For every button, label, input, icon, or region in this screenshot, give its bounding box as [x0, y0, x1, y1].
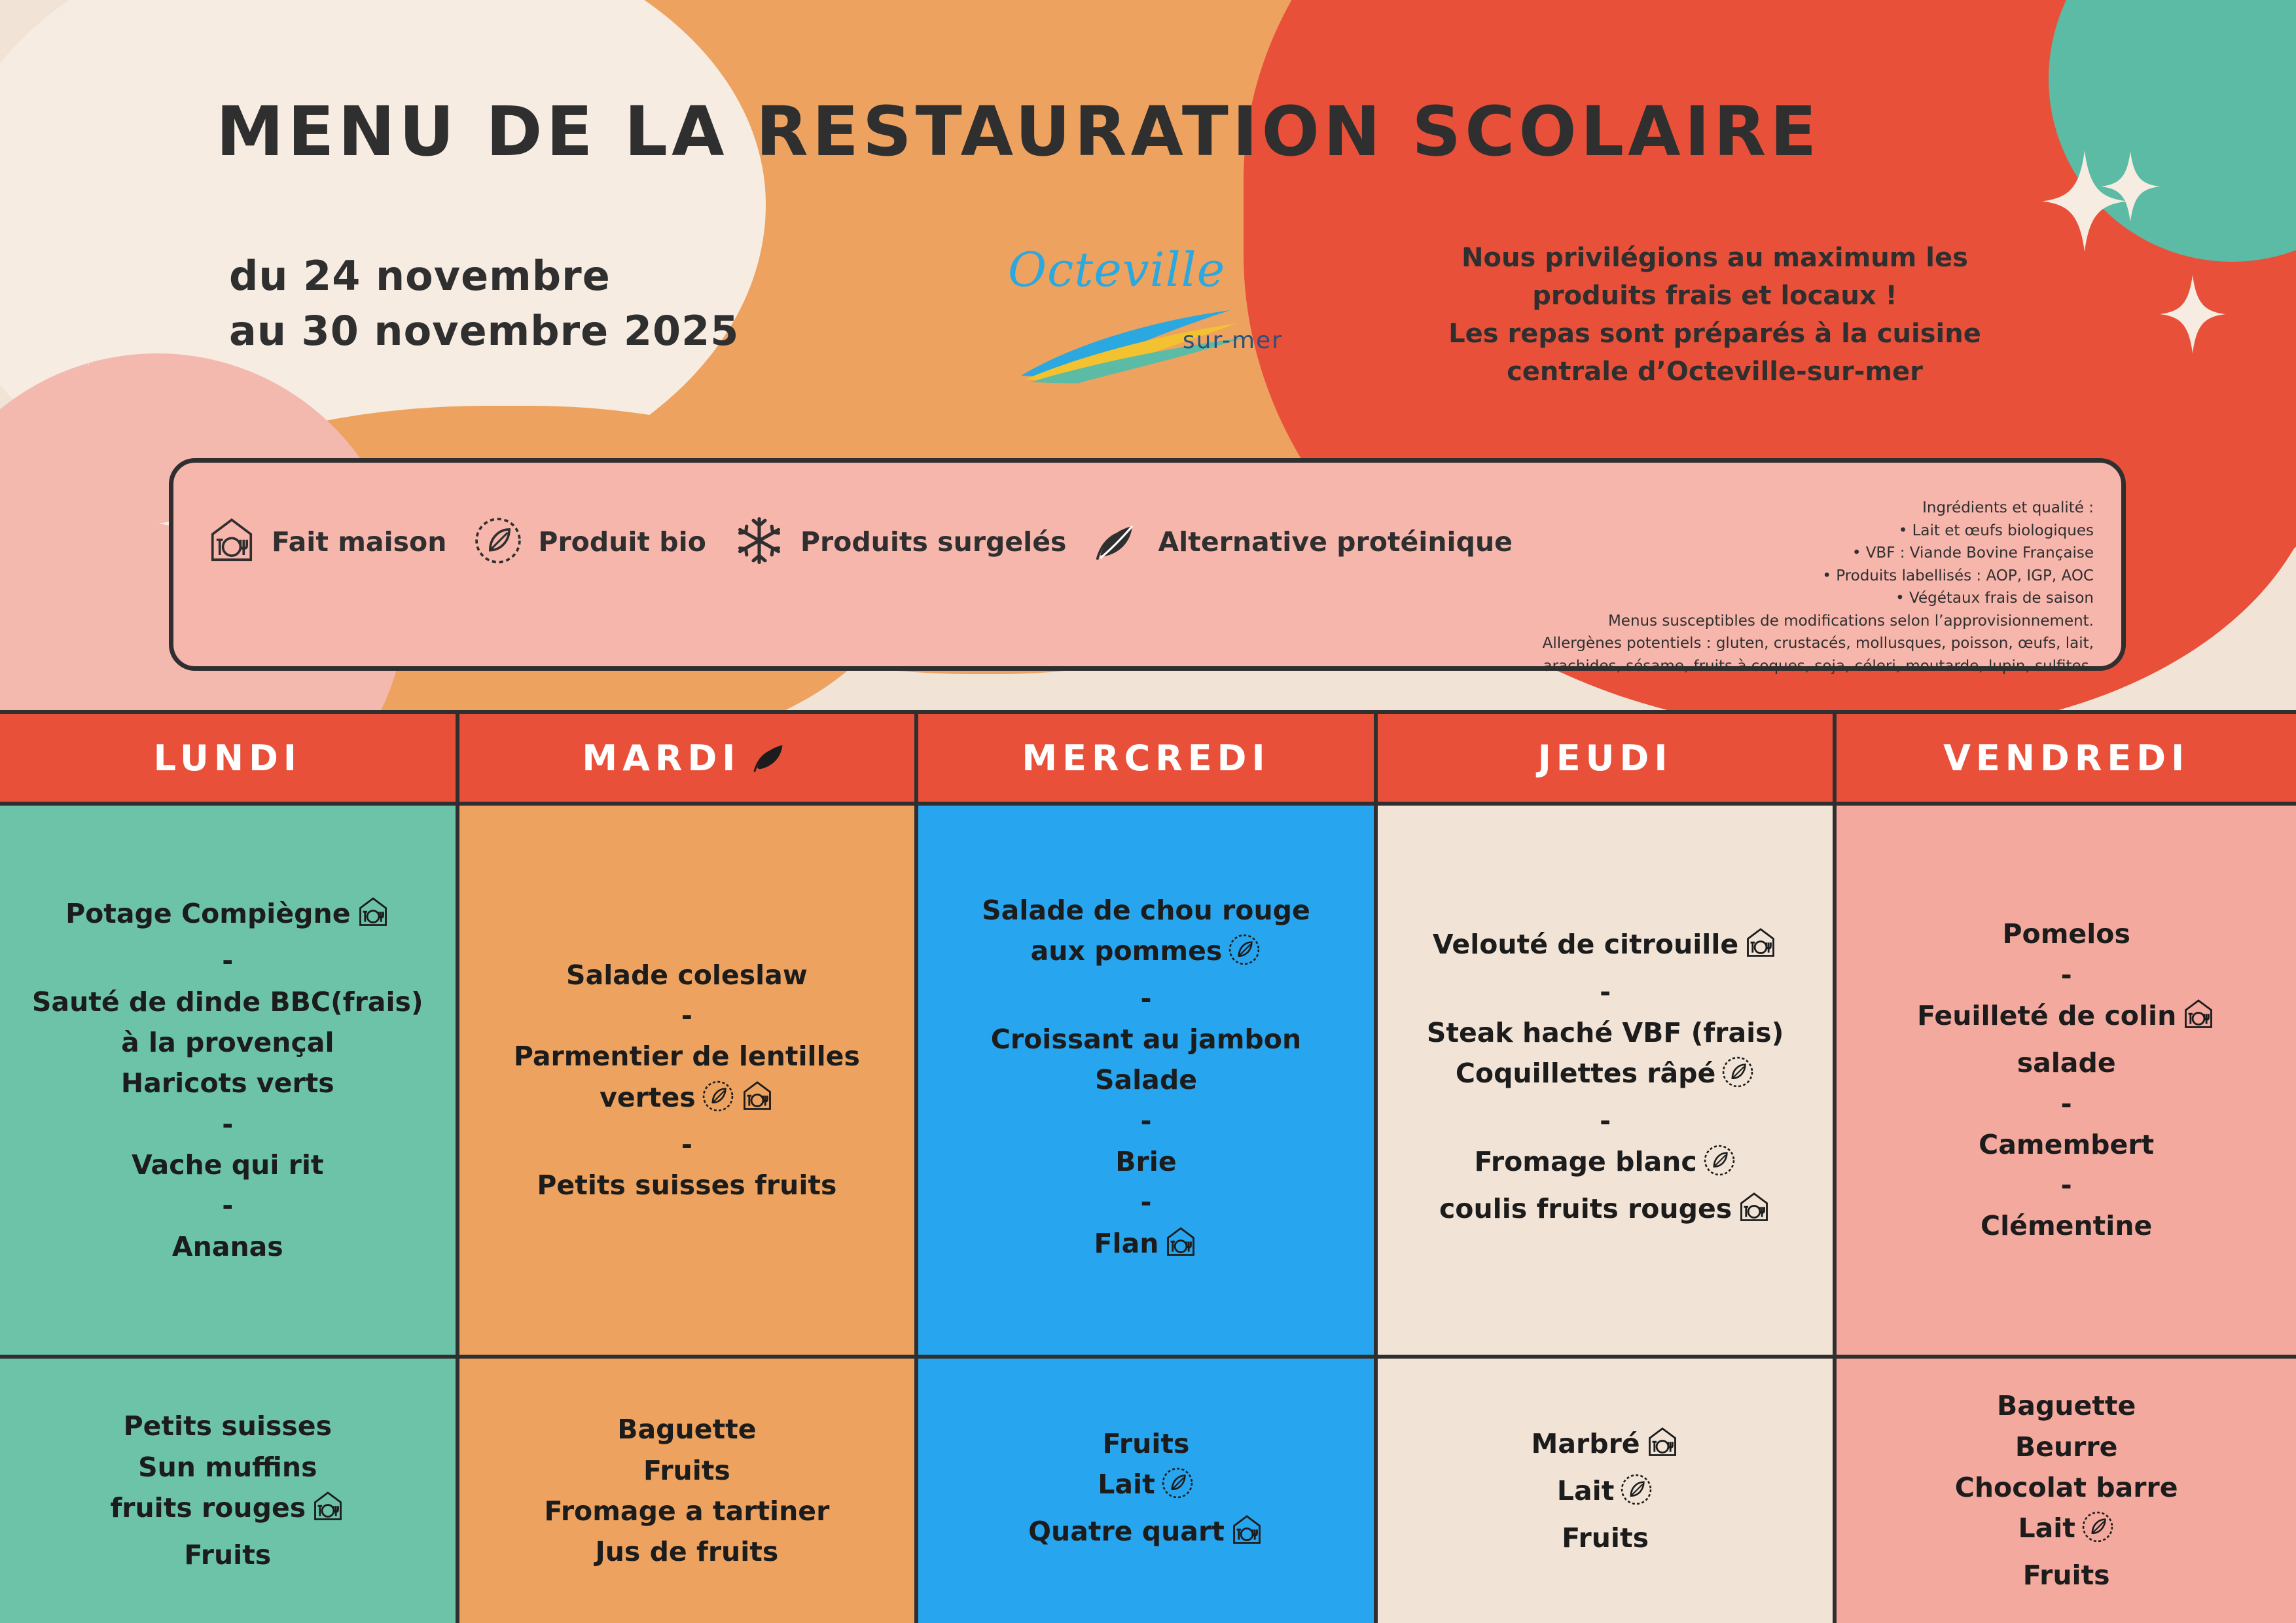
day-header-jeudi: [1378, 714, 1833, 806]
menu-line-text: Sun muffins: [138, 1451, 317, 1483]
alternative-proteinique-icon: [1092, 515, 1143, 569]
menu-line: [32, 1022, 423, 1063]
legend-item-fait-maison: [206, 515, 446, 569]
menu-line: [1427, 1053, 1784, 1100]
legend-notes: [1505, 497, 2094, 677]
legend-label: Fait maison: [272, 526, 447, 558]
legend-note: arachides, sésame, fruits à coques, soja, céleri, moutarde, lupin, sulfites.: [1543, 657, 2094, 675]
produit-bio-icon: [701, 1079, 735, 1124]
day-name: JEUDI: [1537, 737, 1673, 779]
snack-cell: [918, 1359, 1374, 1623]
legend-panel: [169, 458, 2126, 675]
menu-line: [32, 1185, 423, 1226]
menu-line-text: Fruits: [2022, 1560, 2110, 1592]
menu-line: [1427, 1012, 1784, 1053]
menu-line-text: Fruits: [1562, 1522, 1649, 1554]
alternative-proteinique-icon: [751, 736, 791, 779]
day-header-mardi: [459, 714, 915, 806]
lunch-cell: [1837, 806, 2296, 1359]
lunch-menu-lines: [1427, 924, 1784, 1236]
menu-line-text: Baguette: [617, 1414, 757, 1446]
intro-line: produits frais et locaux !: [1532, 281, 1897, 311]
menu-line: [514, 1036, 860, 1077]
menu-line-text: -: [222, 945, 234, 977]
menu-line-text: salade: [2017, 1047, 2116, 1079]
intro-line: Nous privilégions au maximum les: [1462, 243, 1968, 273]
menu-line-text: Brie: [1115, 1145, 1177, 1177]
snack-cell: [1378, 1359, 1833, 1623]
menu-line: [514, 1165, 860, 1205]
menu-line-text: Petits suisses fruits: [537, 1169, 837, 1202]
menu-line-text: Lait: [1556, 1474, 1615, 1507]
menu-line-text: Salade: [1094, 1064, 1198, 1096]
menu-line: [1917, 995, 2215, 1043]
legend-item-surgele: [732, 514, 1067, 570]
menu-line-text: Lait: [1098, 1468, 1155, 1500]
menu-line: [544, 1491, 829, 1531]
menu-line: [1917, 1205, 2215, 1246]
menu-line: [544, 1450, 829, 1491]
menu-line: [32, 1063, 423, 1103]
menu-line-text: -: [222, 1190, 234, 1222]
menu-line-text: -: [222, 1108, 234, 1140]
menu-line-text: Lait: [2018, 1512, 2075, 1544]
menu-line-text: Parmentier de lentilles: [513, 1041, 860, 1073]
fait-maison-icon: [1645, 1425, 1679, 1471]
menu-line: [32, 1104, 423, 1145]
menu-line-text: Haricots verts: [120, 1067, 334, 1099]
menu-line: [1427, 1141, 1784, 1188]
menu-line: [982, 1182, 1310, 1222]
menu-line-text: -: [2060, 1088, 2072, 1120]
menu-line-text: Fromage blanc: [1474, 1145, 1697, 1177]
menu-line: [982, 931, 1310, 978]
menu-line-text: -: [1600, 976, 1611, 1008]
menu-line: [982, 978, 1310, 1019]
menu-line: [1955, 1427, 2178, 1467]
day-name: VENDREDI: [1943, 737, 2190, 779]
legend-item-list: [206, 514, 1513, 570]
day-header-mercredi: [918, 714, 1374, 806]
legend-note: Allergènes potentiels : gluten, crustacés, mollusques, poisson, œufs, lait,: [1542, 635, 2094, 652]
lunch-menu-lines: [982, 890, 1310, 1270]
legend-label: Produit bio: [538, 526, 706, 558]
menu-line: [514, 955, 860, 995]
menu-line-text: Feuilleté de colin: [1917, 999, 2177, 1031]
menu-line: [544, 1409, 829, 1450]
menu-line: [32, 1226, 423, 1267]
menu-line-text: -: [1140, 982, 1152, 1014]
menu-line: [982, 1223, 1310, 1270]
snack-cell: [459, 1359, 915, 1623]
menu-line-text: -: [2060, 959, 2072, 991]
menu-line-text: aux pommes: [1030, 935, 1223, 967]
menu-line: [1917, 1084, 2215, 1124]
menu-line: [32, 893, 423, 940]
menu-line: [1917, 955, 2215, 995]
snack-menu-lines: [1028, 1423, 1264, 1559]
menu-column-mardi: [459, 714, 919, 1623]
menu-line: [982, 1060, 1310, 1100]
menu-column-jeudi: [1378, 714, 1837, 1623]
produit-bio-icon: [1227, 933, 1261, 978]
snack-menu-lines: [1955, 1385, 2178, 1596]
fait-maison-icon: [2181, 997, 2215, 1043]
produit-bio-icon: [1721, 1055, 1755, 1100]
menu-line: [110, 1406, 345, 1446]
menu-line-text: Salade coleslaw: [566, 959, 808, 991]
legend-note: • Produits labellisés : AOP, IGP, AOC: [1822, 567, 2094, 584]
menu-line: [1917, 1165, 2215, 1205]
intro-line: Les repas sont préparés à la cuisine: [1448, 319, 1981, 349]
page-title: MENU DE LA RESTAURATION SCOLAIRE: [216, 92, 1821, 171]
menu-line-text: Potage Compiègne: [65, 898, 351, 930]
menu-line-text: Salade de chou rouge: [982, 895, 1310, 927]
menu-line: [1955, 1467, 2178, 1508]
menu-line: [1427, 924, 1784, 971]
menu-line: [1917, 1043, 2215, 1083]
fait-maison-icon: [740, 1079, 774, 1124]
menu-line-text: -: [1600, 1105, 1611, 1137]
lunch-menu-lines: [1917, 914, 2215, 1247]
day-header-lundi: [0, 714, 456, 806]
menu-line: [1955, 1555, 2178, 1596]
legend-item-produit-bio: [473, 515, 706, 569]
menu-line-text: Vache qui rit: [132, 1149, 324, 1181]
menu-line: [1427, 972, 1784, 1012]
menu-line-text: -: [1140, 1186, 1152, 1219]
page-header: [0, 0, 2296, 458]
menu-column-lundi: [0, 714, 459, 1623]
date-range: [229, 249, 739, 358]
menu-line: [1427, 1188, 1784, 1236]
menu-line-text: vertes: [600, 1081, 696, 1113]
fait-maison-icon: [1164, 1225, 1198, 1270]
intro-line: centrale d’Octeville-sur-mer: [1507, 357, 1923, 387]
fait-maison-icon: [206, 515, 257, 569]
day-name: MERCREDI: [1022, 737, 1270, 779]
menu-line: [544, 1531, 829, 1572]
lunch-cell: [459, 806, 915, 1359]
produit-bio-icon: [1619, 1472, 1653, 1518]
snack-menu-lines: [110, 1406, 345, 1575]
legend-note: • Lait et œufs biologiques: [1898, 522, 2094, 539]
logo-subtitle: sur-mer: [1182, 327, 1283, 354]
menu-line: [110, 1488, 345, 1535]
menu-line-text: -: [681, 999, 692, 1031]
menu-line-text: à la provençal: [121, 1027, 334, 1059]
menu-line: [1028, 1464, 1264, 1511]
menu-line: [514, 1077, 860, 1124]
snack-cell: [1837, 1359, 2296, 1623]
produit-bio-icon: [473, 515, 524, 569]
menu-line-text: Baguette: [1997, 1390, 2136, 1422]
menu-line: [1532, 1471, 1679, 1518]
menu-line: [1532, 1518, 1679, 1558]
menu-line-text: Chocolat barre: [1954, 1471, 2178, 1503]
menu-line-text: Fromage a tartiner: [544, 1495, 830, 1527]
lunch-cell: [0, 806, 456, 1359]
octeville-logo: [1008, 242, 1289, 399]
menu-line-text: -: [681, 1128, 692, 1160]
menu-line-text: Fruits: [643, 1454, 730, 1486]
fait-maison-icon: [1230, 1513, 1264, 1558]
date-range-start: du 24 novembre: [229, 252, 611, 300]
menu-line: [1917, 1124, 2215, 1165]
menu-line-text: Sauté de dinde BBC(frais): [31, 986, 423, 1018]
menu-line-text: Clémentine: [1981, 1210, 2153, 1242]
menu-line-text: -: [2060, 1169, 2072, 1202]
fait-maison-icon: [356, 895, 390, 940]
menu-line: [982, 1141, 1310, 1182]
menu-column-vendredi: [1837, 714, 2296, 1623]
menu-line: [514, 995, 860, 1036]
fait-maison-icon: [311, 1489, 345, 1535]
weekly-menu-table: [0, 710, 2296, 1623]
menu-line-text: Beurre: [2015, 1431, 2118, 1463]
snack-menu-lines: [1532, 1423, 1679, 1559]
legend-note: • Végétaux frais de saison: [1895, 590, 2094, 607]
menu-line: [1917, 914, 2215, 954]
legend-note: • VBF : Viande Bovine Française: [1852, 544, 2094, 562]
legend-label: Alternative protéinique: [1158, 526, 1513, 558]
menu-line: [1028, 1511, 1264, 1558]
menu-line: [32, 982, 423, 1022]
menu-line-text: Quatre quart: [1028, 1516, 1225, 1548]
day-header-vendredi: [1837, 714, 2296, 806]
menu-line: [110, 1535, 345, 1575]
intro-text: [1427, 239, 2003, 391]
legend-note: Menus susceptibles de modifications selon l’approvisionnement.: [1607, 612, 2094, 630]
menu-line: [982, 1101, 1310, 1141]
menu-line: [32, 1145, 423, 1185]
day-name: MARDI: [582, 737, 741, 779]
menu-line-text: Fruits: [1102, 1427, 1190, 1459]
menu-line: [1955, 1508, 2178, 1555]
legend-label: Produits surgelés: [800, 526, 1067, 558]
menu-line-text: Pomelos: [2002, 918, 2130, 950]
menu-line-text: Coquillettes râpé: [1455, 1058, 1716, 1090]
menu-line: [110, 1447, 345, 1488]
lunch-cell: [1378, 806, 1833, 1359]
menu-line-text: Flan: [1094, 1227, 1159, 1259]
menu-line-text: Ananas: [171, 1230, 283, 1262]
lunch-cell: [918, 806, 1374, 1359]
menu-line-text: Camembert: [1979, 1128, 2155, 1160]
logo-wordmark: Octeville: [1008, 242, 1226, 297]
menu-line: [1532, 1423, 1679, 1471]
snack-cell: [0, 1359, 456, 1623]
lunch-menu-lines: [32, 893, 423, 1267]
produit-bio-icon: [1160, 1466, 1194, 1511]
menu-line-text: Marbré: [1531, 1427, 1640, 1459]
menu-column-mercredi: [918, 714, 1378, 1623]
menu-line: [982, 890, 1310, 931]
legend-note: Ingrédients et qualité :: [1922, 499, 2094, 516]
menu-line-text: Velouté de citrouille: [1432, 929, 1739, 961]
menu-line: [1427, 1101, 1784, 1141]
fait-maison-icon: [1744, 926, 1778, 971]
menu-line: [1955, 1385, 2178, 1426]
produit-bio-icon: [2081, 1510, 2115, 1555]
surgele-icon: [732, 514, 786, 570]
date-range-end: au 30 novembre 2025: [229, 306, 740, 355]
menu-line-text: Jus de fruits: [595, 1536, 779, 1568]
menu-line-text: -: [1140, 1105, 1152, 1137]
menu-line: [514, 1124, 860, 1165]
menu-line-text: Steak haché VBF (frais): [1426, 1017, 1784, 1049]
menu-line-text: fruits rouges: [110, 1492, 306, 1524]
menu-line-text: Petits suisses: [123, 1410, 332, 1442]
day-name: LUNDI: [153, 737, 302, 779]
snack-menu-lines: [544, 1409, 829, 1572]
menu-line: [1028, 1423, 1264, 1464]
legend-item-alternative-proteinique: [1092, 515, 1513, 569]
menu-line-text: coulis fruits rouges: [1439, 1193, 1732, 1225]
menu-line: [32, 940, 423, 981]
lunch-menu-lines: [514, 955, 860, 1206]
menu-line: [982, 1019, 1310, 1060]
menu-line-text: Croissant au jambon: [990, 1024, 1302, 1056]
produit-bio-icon: [1702, 1143, 1736, 1188]
menu-line-text: Fruits: [184, 1539, 272, 1571]
fait-maison-icon: [1737, 1190, 1771, 1236]
